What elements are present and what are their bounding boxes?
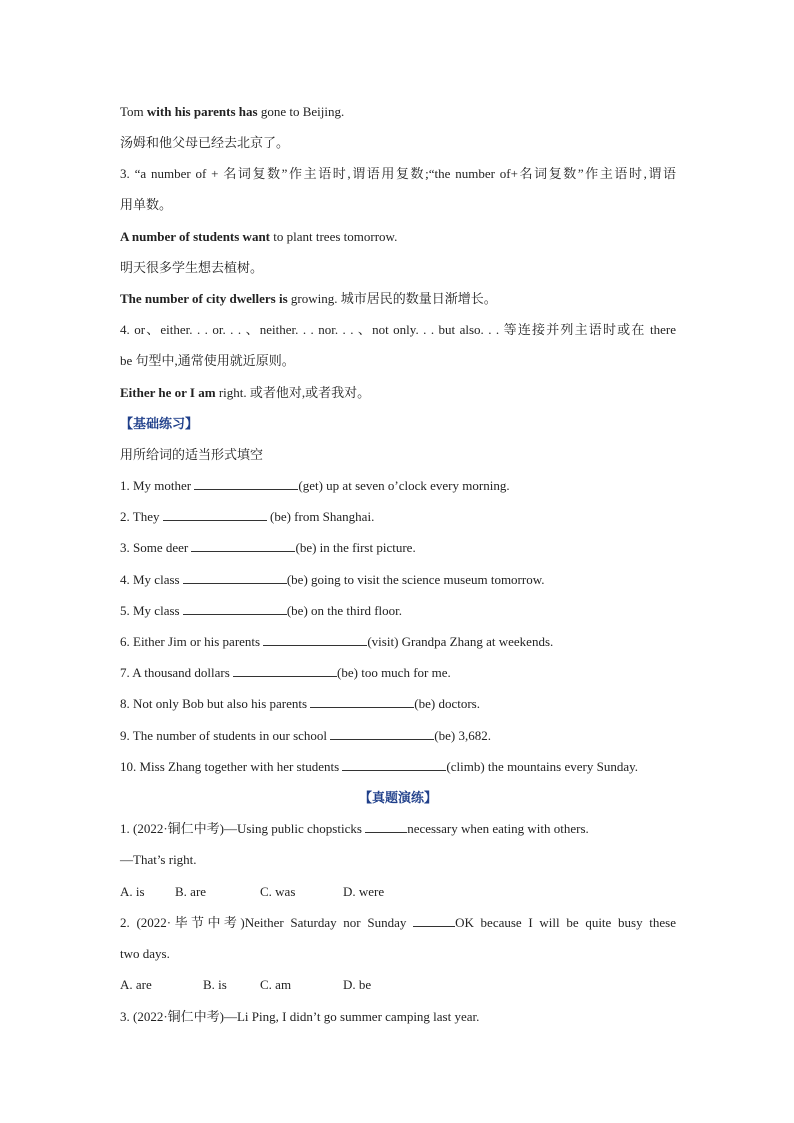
question-3-stem: 3. (2022·铜仁中考)—Li Ping, I didn’t go summer camping last year. <box>120 1009 480 1024</box>
question-1-stem <box>120 820 676 838</box>
answer-blank[interactable] <box>310 695 414 708</box>
answer-blank[interactable] <box>194 477 298 490</box>
rule-3-continued: 用单数。 <box>120 197 173 212</box>
rule-3: 3. “a number of + 名词复数”作主语时,谓语用复数;“the number of+名词复数”作主语时,谓语 <box>120 166 676 181</box>
rule-4-continued: be 句型中,通常使用就近原则。 <box>120 353 295 368</box>
exercise-text: (be) too much for me. <box>337 665 451 680</box>
option-d[interactable]: D. be <box>343 977 372 992</box>
bold-subject: The number of city dwellers is <box>120 291 288 306</box>
answer-blank[interactable] <box>183 602 287 615</box>
answer-blank[interactable] <box>263 633 367 646</box>
exercise-text: 6. Either Jim or his parents <box>120 634 264 649</box>
question-1-options <box>120 883 676 901</box>
exercise-text: (get) up at seven o’clock every morning. <box>298 478 510 493</box>
exercise-text: (visit) Grandpa Zhang at weekends. <box>367 634 554 649</box>
question-text: 1. (2022·铜仁中考)—Using public chopsticks <box>120 821 366 836</box>
example-sentence-tom <box>120 103 676 121</box>
translation-tom: 汤姆和他父母已经去北京了。 <box>120 135 290 150</box>
exercise-item <box>120 508 676 526</box>
text-run: right. 或者他对,或者我对。 <box>215 385 371 400</box>
exercise-item <box>120 633 676 651</box>
exercise-text: (be) going to visit the science museum tomorrow. <box>286 572 545 587</box>
section-heading-basic-practice: 【基础练习】 <box>120 416 199 431</box>
exercise-item <box>120 602 676 620</box>
exercise-item <box>120 477 676 495</box>
option-a[interactable]: A. are <box>120 977 152 992</box>
option-b[interactable]: B. are <box>175 884 207 899</box>
question-text: necessary when eating with others. <box>407 821 589 836</box>
exercise-text: 5. My class <box>120 603 183 618</box>
exercise-item <box>120 758 676 776</box>
exercise-text: 3. Some deer <box>120 540 192 555</box>
answer-blank[interactable] <box>183 571 287 584</box>
answer-blank[interactable] <box>191 539 295 552</box>
answer-blank[interactable] <box>342 758 446 771</box>
question-text: OK because I will be quite busy these <box>455 915 676 930</box>
exercise-item <box>120 664 676 682</box>
exercise-text: 4. My class <box>120 572 183 587</box>
question-2-stem <box>120 914 676 932</box>
option-b[interactable]: B. is <box>203 977 227 992</box>
exercise-text: 9. The number of students in our school <box>120 728 331 743</box>
answer-blank[interactable] <box>365 820 407 833</box>
section-heading-real-exam: 【真题演练】 <box>358 790 437 805</box>
option-c[interactable]: C. was <box>260 884 296 899</box>
bold-subject: Either he or I am <box>120 385 216 400</box>
bold-subject: with his parents has <box>146 104 258 119</box>
exercise-text: 7. A thousand dollars <box>120 665 234 680</box>
exercise-item <box>120 695 676 713</box>
exercise-item <box>120 571 676 589</box>
exercise-text: (be) on the third floor. <box>286 603 403 618</box>
text-run: gone to Beijing. <box>257 104 345 119</box>
exercise-text: (be) doctors. <box>414 696 480 711</box>
question-text: 2. (2022·毕节中考)Neither Saturday nor Sunday <box>120 915 414 930</box>
example-the-number-of <box>120 290 676 308</box>
text-run: growing. 城市居民的数量日渐增长。 <box>287 291 497 306</box>
text-run: Tom <box>120 104 147 119</box>
question-2-stem-continued: two days. <box>120 946 170 961</box>
option-c[interactable]: C. am <box>260 977 292 992</box>
exercise-text: 1. My mother <box>120 478 195 493</box>
exercise-text: 10. Miss Zhang together with her students <box>120 759 343 774</box>
rule-4: 4. or、either. . . or. . . 、neither. . . nor. . . 、not only. . . but also. . . 等连接并列主语时或在 there <box>120 322 676 337</box>
exercise-text: (be) in the first picture. <box>295 540 416 555</box>
question-1-reply: —That’s right. <box>120 852 197 867</box>
exercise-text: (be) from Shanghai. <box>266 509 375 524</box>
option-d[interactable]: D. were <box>343 884 385 899</box>
question-2-options <box>120 976 676 994</box>
exercise-item <box>120 539 676 557</box>
example-either-or <box>120 384 676 402</box>
answer-blank[interactable] <box>163 508 267 521</box>
exercise-item <box>120 727 676 745</box>
text-run: to plant trees tomorrow. <box>270 229 398 244</box>
exercise-text: (climb) the mountains every Sunday. <box>446 759 639 774</box>
answer-blank[interactable] <box>413 914 455 927</box>
exercise-text: (be) 3,682. <box>434 728 491 743</box>
bold-subject: A number of students want <box>120 229 271 244</box>
example-number-of <box>120 228 676 246</box>
translation-number-of: 明天很多学生想去植树。 <box>120 260 264 275</box>
answer-blank[interactable] <box>233 664 337 677</box>
option-a[interactable]: A. is <box>120 884 145 899</box>
answer-blank[interactable] <box>330 727 434 740</box>
exercise-text: 8. Not only Bob but also his parents <box>120 696 311 711</box>
exercise-text: 2. They <box>120 509 163 524</box>
section-instruction: 用所给词的适当形式填空 <box>120 447 264 462</box>
